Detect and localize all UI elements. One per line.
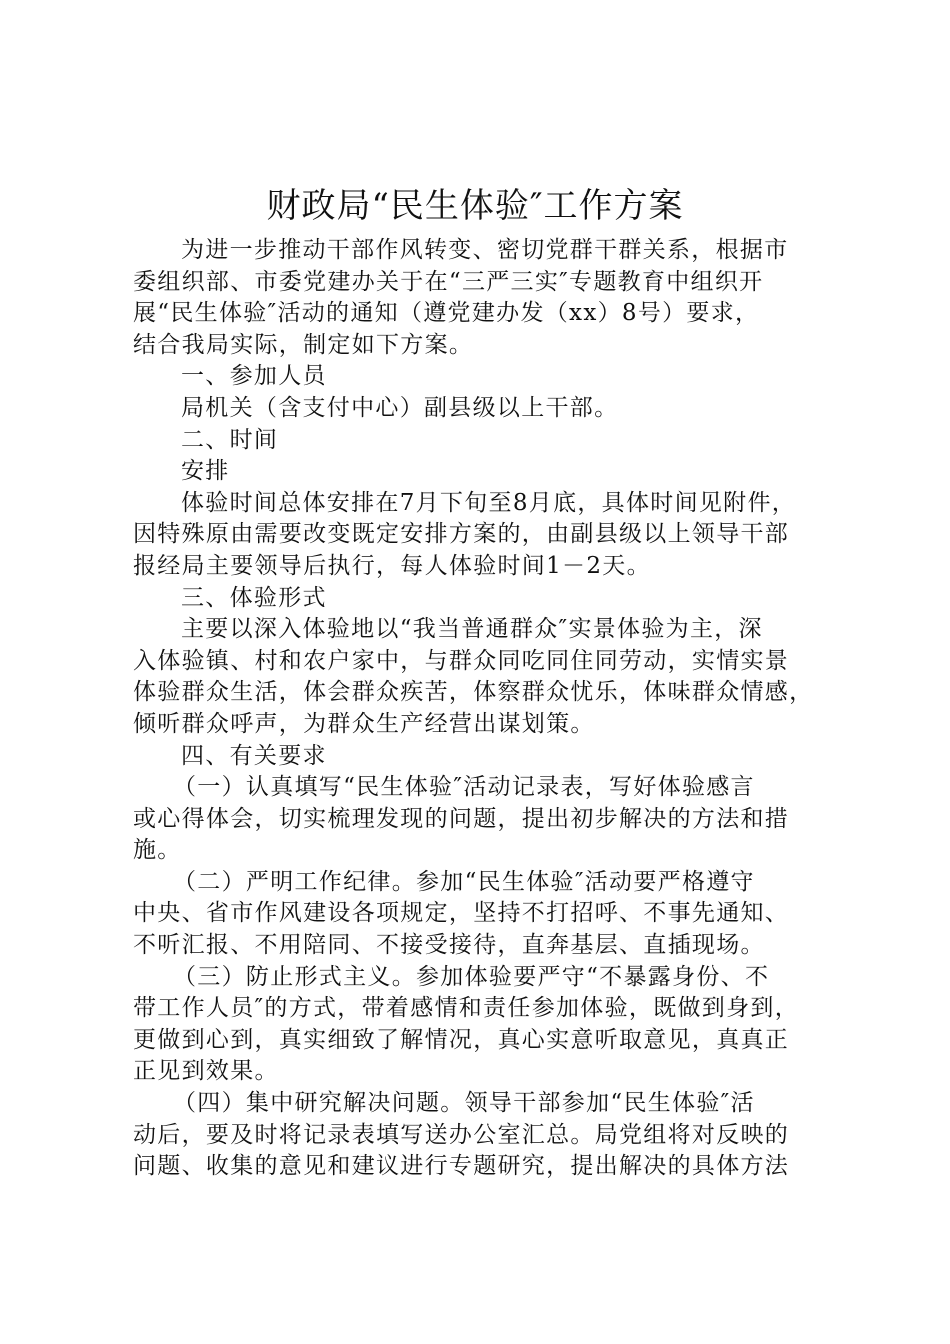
paragraph-line: 不听汇报、不用陪同、不接受接待，直奔基层、直插现场。 bbox=[133, 932, 765, 959]
paragraph-line: 委组织部、市委党建办关于在“三严三实″专题教育中组织开 bbox=[133, 268, 764, 295]
section-heading: 二、时间 bbox=[181, 426, 279, 453]
paragraph-line: 主要以深入体验地以“我当普通群众″实景体验为主，深 bbox=[181, 616, 763, 643]
paragraph-line: 报经局主要领导后执行，每人体验时间1－2天。 bbox=[133, 552, 651, 579]
section-heading: 四、有关要求 bbox=[181, 742, 327, 769]
paragraph-line: 动后，要及时将记录表填写送办公室汇总。局党组将对反映的 bbox=[133, 1121, 790, 1148]
paragraph-line: （四）集中研究解决问题。领导干部参加“民生体验″活 bbox=[173, 1090, 755, 1117]
section-heading: 三、体验形式 bbox=[181, 584, 327, 611]
paragraph-line: 体验群众生活，体会群众疾苦，体察群众忧乐，体味群众情感， bbox=[133, 679, 814, 706]
paragraph-line: 入体验镇、村和农户家中，与群众同吃同住同劳动，实情实景 bbox=[133, 647, 790, 674]
paragraph-line: 或心得体会，切实梳理发现的问题，提出初步解决的方法和措 bbox=[133, 805, 790, 832]
paragraph-line: 问题、收集的意见和建议进行专题研究，提出解决的具体方法 bbox=[133, 1153, 790, 1180]
paragraph-line: 为进一步推动干部作风转变、密切党群干群关系，根据市 bbox=[181, 237, 789, 263]
paragraph-line: （二）严明工作纪律。参加“民生体验″活动要严格遵守 bbox=[173, 868, 755, 895]
paragraph-line: 安排 bbox=[181, 458, 230, 485]
paragraph-line: （三）防止形式主义。参加体验要严守“不暴露身份、不 bbox=[173, 963, 770, 990]
paragraph-line: 更做到心到，真实细致了解情况，真心实意听取意见，真真正 bbox=[133, 1026, 790, 1053]
paragraph-line: 带工作人员″的方式，带着感情和责任参加体验，既做到身到， bbox=[133, 995, 799, 1022]
paragraph-line: 中央、省市作风建设各项规定，坚持不打招呼、不事先通知、 bbox=[133, 900, 790, 927]
paragraph-line: 展“民生体验″活动的通知（遵党建办发（xx）8号）要求， bbox=[133, 300, 760, 327]
paragraph-line: 局机关（含支付中心）副县级以上干部。 bbox=[181, 394, 619, 421]
paragraph-line: （一）认真填写“民生体验″活动记录表，写好体验感言 bbox=[173, 774, 755, 801]
paragraph-line: 体验时间总体安排在7月下旬至8月底，具体时间见附件， bbox=[181, 489, 797, 516]
paragraph-line: 结合我局实际，制定如下方案。 bbox=[133, 331, 474, 358]
document-body bbox=[133, 235, 833, 1183]
section-heading: 一、参加人员 bbox=[181, 363, 327, 390]
document-title: 财政局“民生体验″工作方案 bbox=[266, 186, 684, 226]
paragraph-line: 施。 bbox=[133, 837, 182, 864]
paragraph-line: 正见到效果。 bbox=[133, 1058, 279, 1085]
paragraph-line: 因特殊原由需要改变既定安排方案的，由副县级以上领导干部 bbox=[133, 521, 790, 548]
paragraph-line: 倾听群众呼声，为群众生产经营出谋划策。 bbox=[133, 710, 595, 737]
